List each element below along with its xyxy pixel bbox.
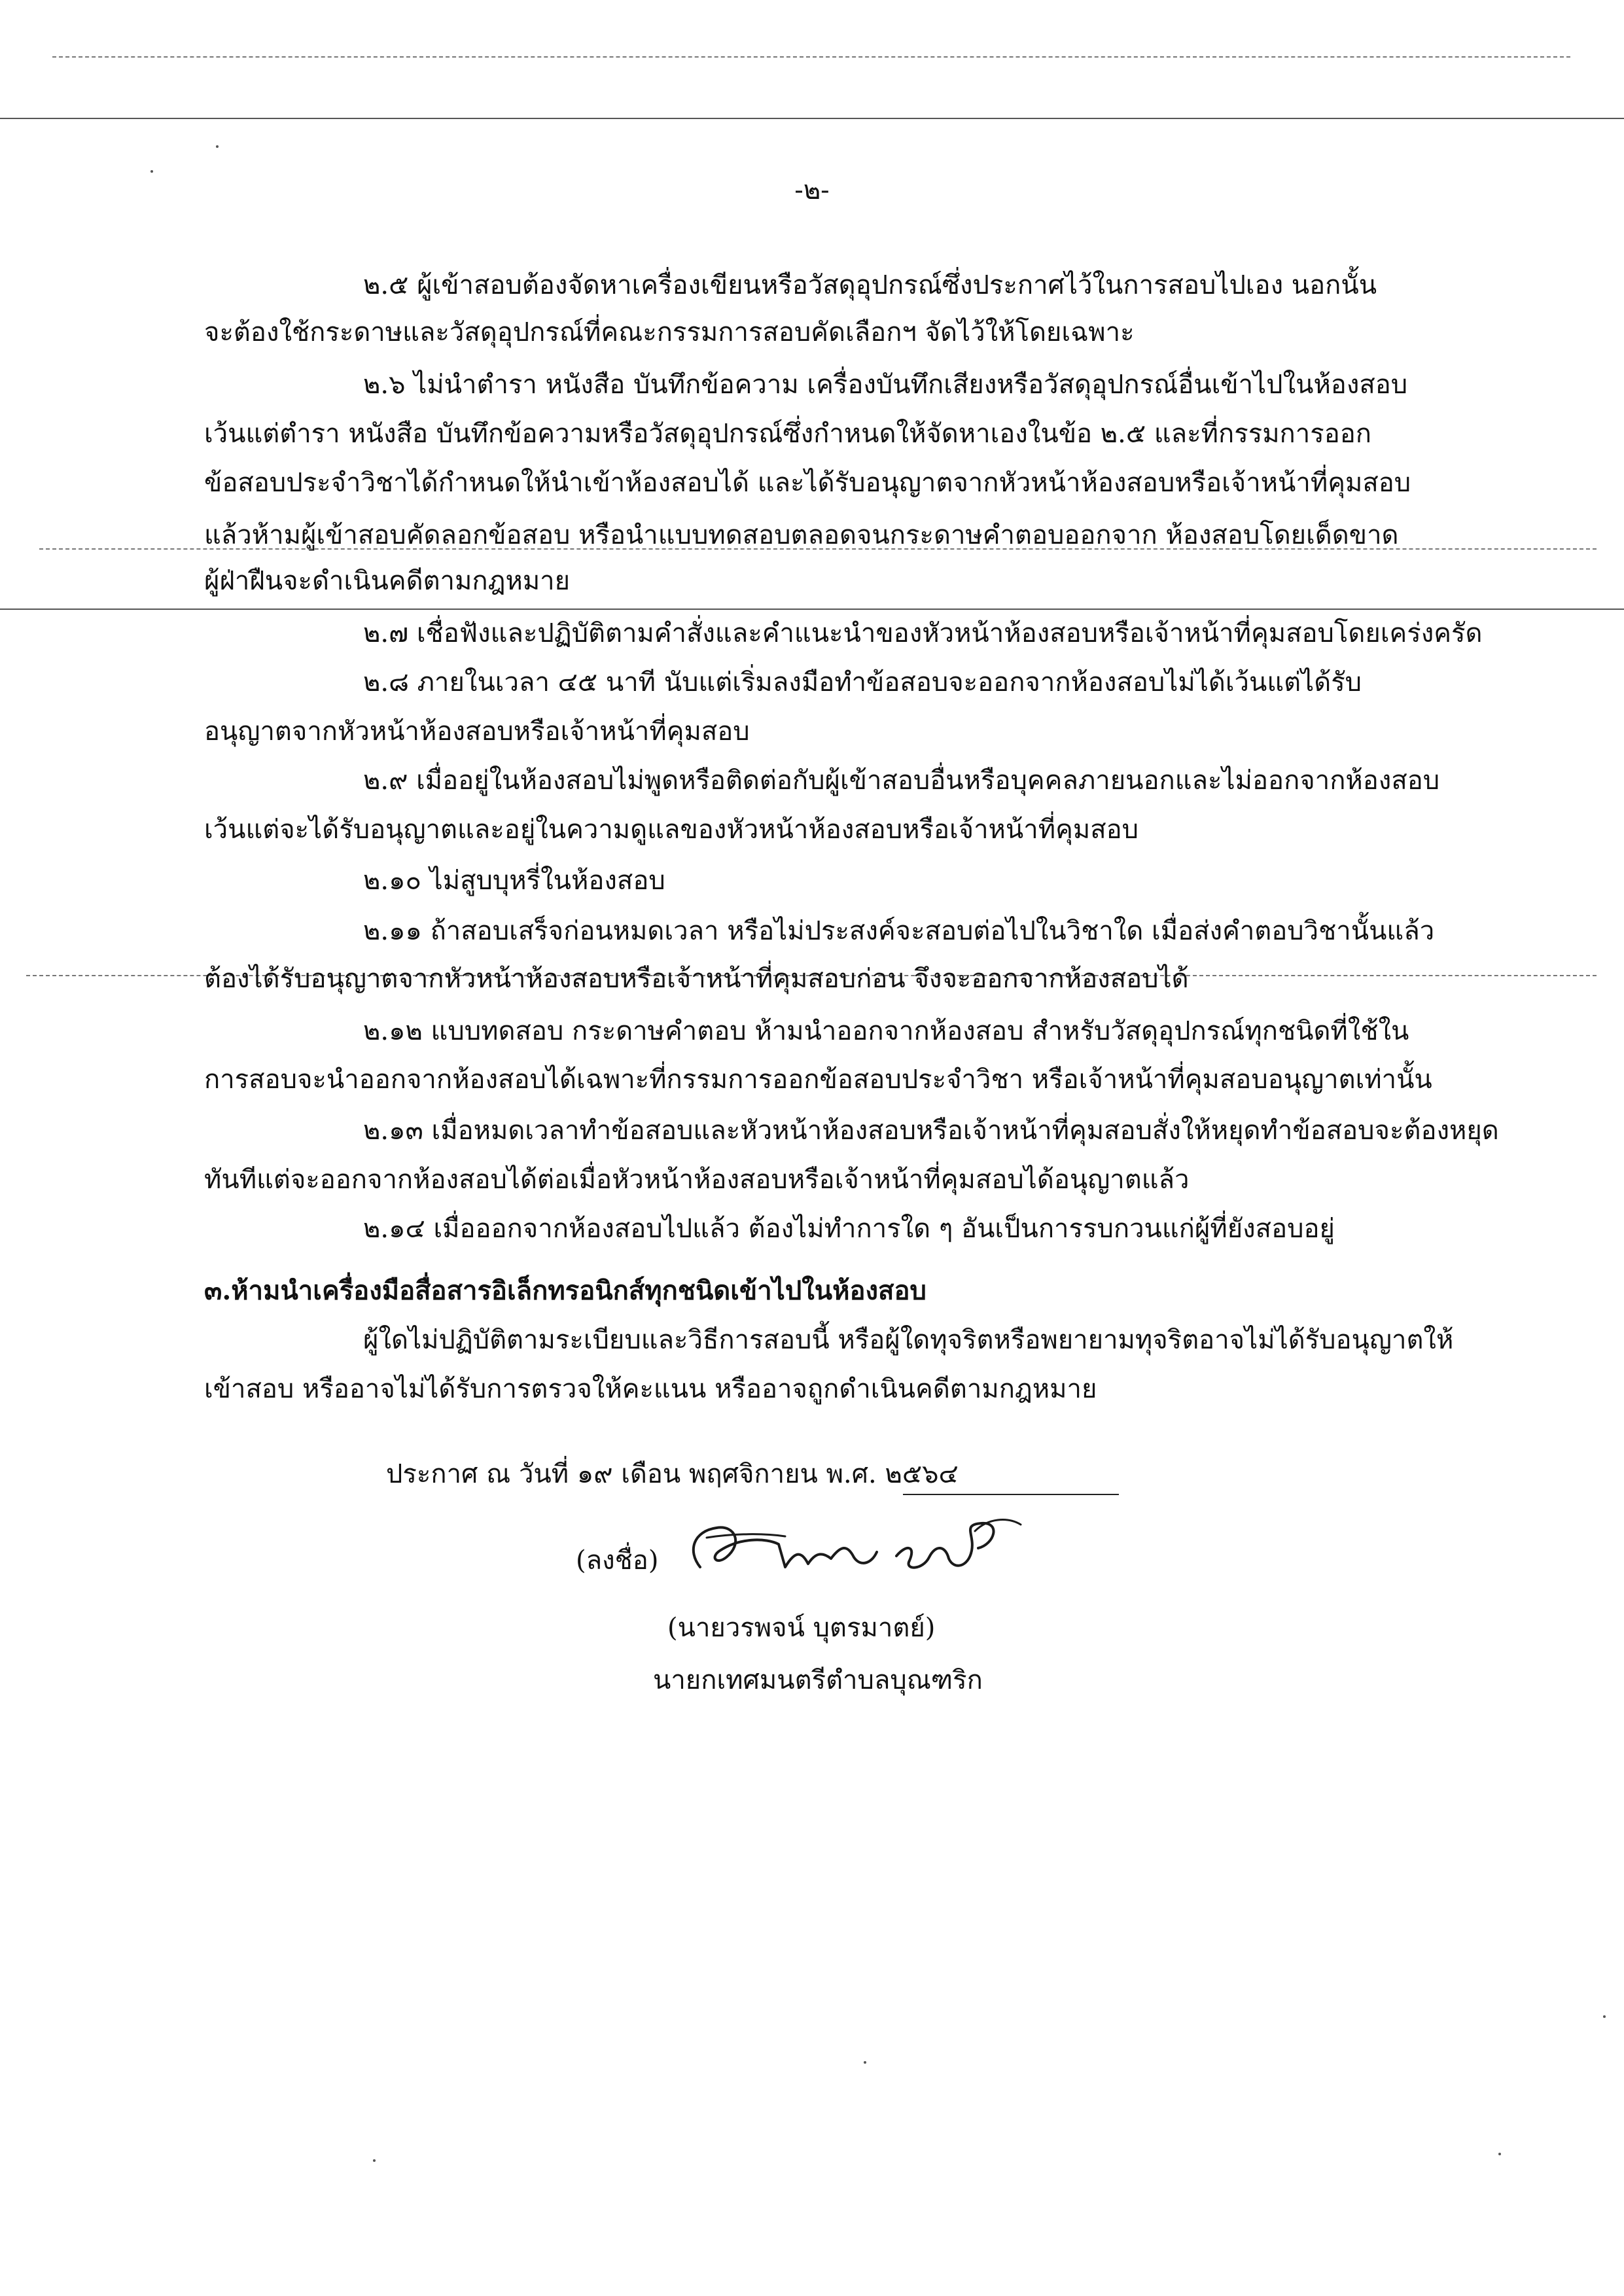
body-line: ๒.๘ ภายในเวลา ๔๕ นาที นับแต่เริ่มลงมือทำข้อสอบจะออกจากห้องสอบไม่ได้เว้นแต่ได้รับ: [363, 667, 1362, 698]
signer-title: นายกเทศมนตรีตำบลบุณฑริก: [653, 1665, 983, 1695]
scan-speck: [864, 2061, 866, 2064]
body-line: ๒.๖ ไม่นำตำรา หนังสือ บันทึกข้อความ เครื่องบันทึกเสียงหรือวัสดุอุปกรณ์อื่นเข้าไปในห้องสอบ: [363, 370, 1408, 400]
closing-line: ผู้ใดไม่ปฏิบัติตามระเบียบและวิธีการสอบนี้ หรือผู้ใดทุจริตหรือพยายามทุจริตอาจไม่ได้รับอนุญาตให้: [363, 1325, 1454, 1355]
body-line: ข้อสอบประจำวิชาได้กำหนดให้นำเข้าห้องสอบได้ และได้รับอนุญาตจากหัวหน้าห้องสอบหรือเจ้าหน้าที่คุมสอบ: [204, 468, 1411, 498]
sign-label: (ลงชื่อ): [576, 1545, 659, 1576]
signature-image: [680, 1505, 1034, 1590]
body-line: อนุญาตจากหัวหน้าห้องสอบหรือเจ้าหน้าที่คุมสอบ: [204, 716, 750, 747]
body-line: เว้นแต่จะได้รับอนุญาตและอยู่ในความดูแลของหัวหน้าห้องสอบหรือเจ้าหน้าที่คุมสอบ: [204, 815, 1139, 845]
page-number: -๒-: [794, 175, 830, 205]
body-line: การสอบจะนำออกจากห้องสอบได้เฉพาะที่กรรมการออกข้อสอบประจำวิชา หรือเจ้าหน้าที่คุมสอบอนุญาตเท่านั้น: [204, 1065, 1432, 1095]
scan-artifact-line: [0, 609, 1624, 610]
body-line: ทันทีแต่จะออกจากห้องสอบได้ต่อเมื่อหัวหน้าห้องสอบหรือเจ้าหน้าที่คุมสอบได้อนุญาตแล้ว: [204, 1165, 1190, 1195]
scan-speck: [373, 2159, 376, 2162]
scan-speck: [1603, 2015, 1606, 2018]
body-line: ผู้ฝ่าฝืนจะดำเนินคดีตามกฎหมาย: [204, 566, 571, 596]
body-line: ๒.๑๑ ถ้าสอบเสร็จก่อนหมดเวลา หรือไม่ประสงค์จะสอบต่อไปในวิชาใด เมื่อส่งคำตอบวิชานั้นแล้ว: [363, 916, 1435, 946]
signer-name: (นายวรพจน์ บุตรมาตย์): [667, 1613, 936, 1643]
body-line: เว้นแต่ตำรา หนังสือ บันทึกข้อความหรือวัสดุอุปกรณ์ซึ่งกำหนดให้จัดหาเองในข้อ ๒.๕ และที่กรรมการออก: [204, 419, 1371, 449]
scan-artifact-line: [39, 548, 1597, 550]
body-line: ๒.๙ เมื่ออยู่ในห้องสอบไม่พูดหรือติดต่อกับผู้เข้าสอบอื่นหรือบุคคลภายนอกและไม่ออกจากห้องสอบ: [363, 766, 1440, 796]
body-line: ต้องได้รับอนุญาตจากหัวหน้าห้องสอบหรือเจ้าหน้าที่คุมสอบก่อน จึงจะออกจากห้องสอบได้: [204, 964, 1189, 994]
scan-speck: [216, 145, 219, 148]
body-line: ๒.๑๓ เมื่อหมดเวลาทำข้อสอบและหัวหน้าห้องสอบหรือเจ้าหน้าที่คุมสอบสั่งให้หยุดทำข้อสอบจะต้องหยุด: [363, 1116, 1499, 1146]
scan-artifact-line: [52, 56, 1570, 58]
body-line: ๒.๑๔ เมื่อออกจากห้องสอบไปแล้ว ต้องไม่ทำการใด ๆ อันเป็นการรบกวนแก่ผู้ที่ยังสอบอยู่: [363, 1214, 1335, 1244]
date-underline: [903, 1492, 1119, 1498]
body-line: แล้วห้ามผู้เข้าสอบคัดลอกข้อสอบ หรือนำแบบทดสอบตลอดจนกระดาษคำตอบออกจาก ห้องสอบโดยเด็ดขาด: [204, 520, 1399, 550]
body-line: ๒.๗ เชื่อฟังและปฏิบัติตามคำสั่งและคำแนะนำของหัวหน้าห้องสอบหรือเจ้าหน้าที่คุมสอบโดยเคร่งครัด: [363, 618, 1483, 648]
body-line: จะต้องใช้กระดาษและวัสดุอุปกรณ์ที่คณะกรรมการสอบคัดเลือกฯ จัดไว้ให้โดยเฉพาะ: [204, 317, 1135, 347]
announcement-date: ประกาศ ณ วันที่ ๑๙ เดือน พฤศจิกายน พ.ศ. ๒๕๖๔: [386, 1459, 959, 1489]
body-line: ๒.๑๒ แบบทดสอบ กระดาษคำตอบ ห้ามนำออกจากห้องสอบ สำหรับวัสดุอุปกรณ์ทุกชนิดที่ใช้ใน: [363, 1016, 1409, 1046]
closing-line: เข้าสอบ หรืออาจไม่ได้รับการตรวจให้คะแนน หรืออาจถูกดำเนินคดีตามกฎหมาย: [204, 1374, 1097, 1404]
section-3-heading: ๓.ห้ามนำเครื่องมือสื่อสารอิเล็กทรอนิกส์ทุกชนิดเข้าไปในห้องสอบ: [204, 1275, 927, 1306]
body-line: ๒.๕ ผู้เข้าสอบต้องจัดหาเครื่องเขียนหรือวัสดุอุปกรณ์ซึ่งประกาศไว้ในการสอบไปเอง นอกนั้น: [363, 270, 1377, 300]
scan-artifact-line: [0, 118, 1624, 119]
body-line: ๒.๑๐ ไม่สูบบุหรี่ในห้องสอบ: [363, 866, 665, 896]
scan-speck: [1498, 2153, 1501, 2155]
